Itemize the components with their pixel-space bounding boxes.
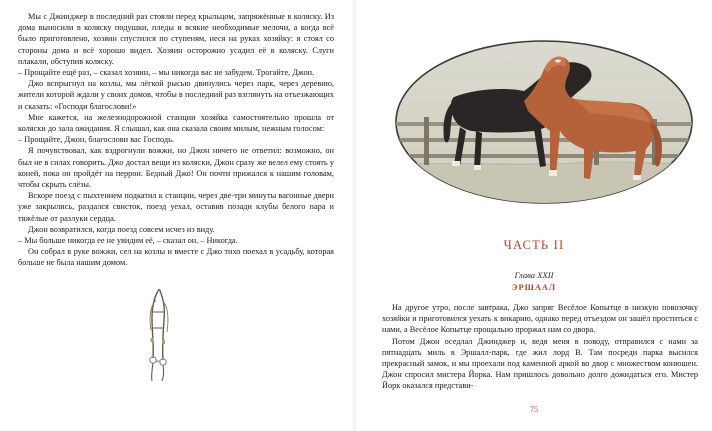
paragraph: – Прощайте, Джон, благослови вас Господь. xyxy=(18,135,174,145)
paragraph: Я почувствовал, как вздрогнули вожжи, но Джон ничего не ответил: возможно, он был не в силах говорить. Джо достал вещи из коляски, Джон сразу же велел ему стоять у коней, пока он пройдёт на перрон. Бедный Джо! Он почти прижался к нашим головам, чтобы скрыть слёзы. xyxy=(18,146,334,190)
paragraph: Джо вспрыгнул на козлы, мы лёгкой рысью двинулись через парк, через деревню, жители которой ждали у своих домов, чтобы в последний раз взглянуть на отъезжающих и сказать: «Господи благослови!» xyxy=(18,79,334,111)
chapter-label: Глава XXII xyxy=(514,270,554,280)
paragraph: Потом Джон оседлал Джинджер и, ведя меня в поводу, отправился с нами за пятнадцать миль в Эршалл-парк, где жил лорд В. Там посреди парка высился прекрасный замок, и мы проехали под каменной аркой во двор с множеством конюшен. Джон спросил мистера Йорка. Нам пришлось довольно долго дожидаться его. Мистер Йорк оказался представи- xyxy=(382,336,698,391)
paragraph: Он собрал в руке вожжи, сел на козлы и вместе с Джо тихо поехал в усадьбу, которая больше не была нашим домом. xyxy=(18,247,334,268)
right-page-text xyxy=(382,302,698,392)
paragraph: – Прощайте ещё раз, – сказал хозяин, – мы никогда вас не забудем. Трогайте, Джон. xyxy=(18,68,315,78)
horses-illustration xyxy=(394,39,694,205)
paragraph: Вскоре поезд с пыхтением подкатил к станции, через две-три минуты вагонные двери уже закрылись, раздался свисток, поезд уехал, оставив позади клубы белого пара и тяжёлые от разлуки сердца. xyxy=(18,191,334,223)
paragraph: Джон возвратился, когда поезд совсем исчез из виду. xyxy=(28,224,215,234)
chapter-title: ЭРШААЛ xyxy=(511,283,557,292)
left-page-text xyxy=(18,11,334,269)
paragraph: – Мы больше никогда ее не увидим её, – сказал он. – Никогда. xyxy=(18,236,238,246)
part-title: ЧАСТЬ II xyxy=(503,238,565,252)
page-number: 75 xyxy=(530,405,538,414)
paragraph: Мне кажется, на железнодорожной станции хозяйка самостоятельно прошла от коляски до зала ожидания. Я слышал, как она сказала своим милым, нежным голосом: xyxy=(18,112,334,134)
bridle-illustration xyxy=(140,288,176,383)
paragraph: На другое утро, после завтрака, Джо запряг Весёлое Копытце в низкую повозочку хозяйки и приготовился уехать к викарию, однако перед отъездом он зашёл проститься с нами, а Весёлое Копытце прощально проржал нам со двора. xyxy=(382,303,698,335)
paragraph: Мы с Джинджер в последний раз стояли перед крыльцом, запряжённые в коляску. Из дома выносили в коляску подушки, пледы и всякие необходимые мелочи, а когда всё было приготовлено, хозяин спустился по ступеням, неся на руках хозяйку: я стоял со стороны дома и всё хорошо видел. Хозяин осторожно усадил её в коляску. Слуги плакали, обступив коляску. xyxy=(18,12,334,66)
